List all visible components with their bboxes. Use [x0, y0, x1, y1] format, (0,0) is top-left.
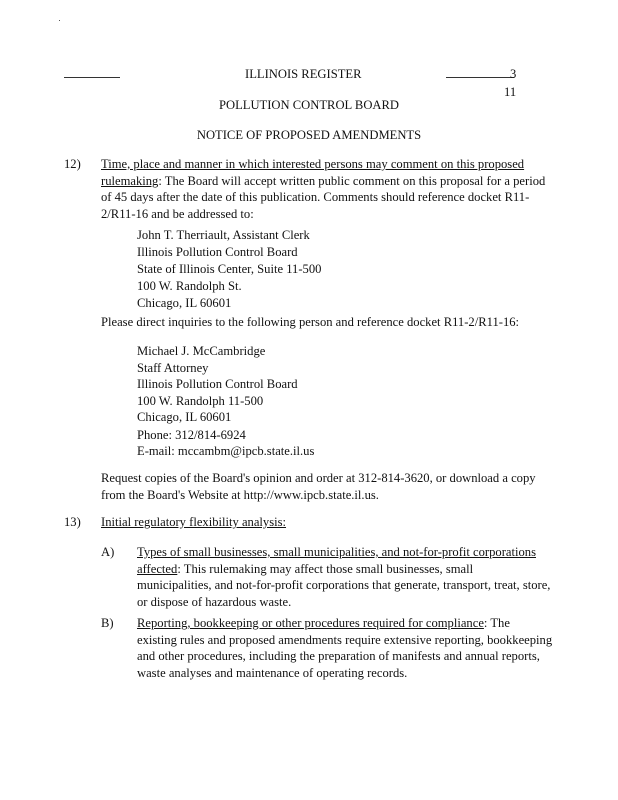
page-number: 3 — [510, 67, 517, 81]
section-12-line3: of 45 days after the date of this publication. Comments should reference docket R11- — [101, 190, 530, 204]
register-title: ILLINOIS REGISTER — [245, 67, 362, 81]
section-13-number: 13) — [64, 515, 81, 529]
item-b-letter: B) — [101, 616, 114, 630]
address-line: 100 W. Randolph St. — [137, 279, 242, 293]
address-line: Illinois Pollution Control Board — [137, 377, 298, 391]
section-12-paragraph — [101, 156, 545, 222]
scan-speck — [59, 20, 60, 21]
item-a-letter: A) — [101, 545, 115, 559]
address-line: Chicago, IL 60601 — [137, 410, 232, 424]
address-line: Illinois Pollution Control Board — [137, 245, 298, 259]
address-line: Michael J. McCambridge — [137, 344, 266, 358]
section-13-title: Initial regulatory flexibility analysis: — [101, 515, 287, 529]
item-b-line2: existing rules and proposed amendments require extensive reporting, bookkeeping — [137, 632, 553, 647]
agency-name: POLLUTION CONTROL BOARD — [218, 98, 400, 112]
item-a-heading-part1: Types of small businesses, small municipalities, and not-for-profit corporations — [137, 545, 536, 559]
inquiries-line: Please direct inquiries to the following person and reference docket R11-2/R11-16: — [101, 315, 520, 329]
item-a-heading-part2: affected — [137, 561, 178, 576]
contact-info — [137, 427, 314, 459]
item-b-paragraph — [137, 615, 552, 681]
section-12-heading-part1: Time, place and manner in which interested persons may comment on this proposed — [101, 157, 525, 171]
item-a-line3: municipalities, and not-for-profit corporations that generate, transport, treat, store, — [137, 578, 551, 592]
email-line: E-mail: mccambm@ipcb.state.il.us — [137, 444, 315, 458]
request-line: Request copies of the Board's opinion and order at 312-814-3620, or download a copy — [101, 471, 536, 485]
address-line: Chicago, IL 60601 — [137, 296, 232, 310]
item-b-line3: and other procedures, including the preparation of manifests and annual reports, — [137, 649, 540, 663]
section-12-number: 12) — [64, 157, 81, 171]
item-a-paragraph — [137, 544, 550, 610]
request-line: from the Board's Website at http://www.ipcb.state.il.us. — [101, 487, 379, 502]
section-12-line2: : The Board will accept written public comment on this proposal for a period — [158, 173, 546, 188]
section-12-line4: 2/R11-16 and be addressed to: — [101, 206, 254, 221]
attorney-address — [137, 343, 298, 426]
address-line: State of Illinois Center, Suite 11-500 — [137, 262, 322, 276]
address-line: 100 W. Randolph 11-500 — [137, 393, 264, 408]
request-copies-paragraph — [101, 470, 536, 503]
item-b-heading: Reporting, bookkeeping or other procedures required for compliance — [137, 616, 484, 630]
item-a-line2: : This rulemaking may affect those small businesses, small — [177, 561, 474, 576]
header-rule-right — [446, 77, 514, 78]
address-line: John T. Therriault, Assistant Clerk — [137, 228, 310, 242]
header-rule-left — [64, 77, 120, 78]
notice-title: NOTICE OF PROPOSED AMENDMENTS — [196, 128, 422, 142]
section-12-heading-part2: rulemaking — [101, 173, 159, 188]
issue-number: 11 — [504, 85, 517, 99]
address-line: Staff Attorney — [137, 360, 209, 375]
item-b-line4: waste analyses and maintenance of operating records. — [137, 665, 408, 680]
item-b-line1-rest: : The — [483, 616, 510, 630]
clerk-address — [137, 227, 321, 312]
item-a-line4: or dispose of hazardous waste. — [137, 594, 292, 609]
phone-line: Phone: 312/814-6924 — [137, 428, 246, 442]
